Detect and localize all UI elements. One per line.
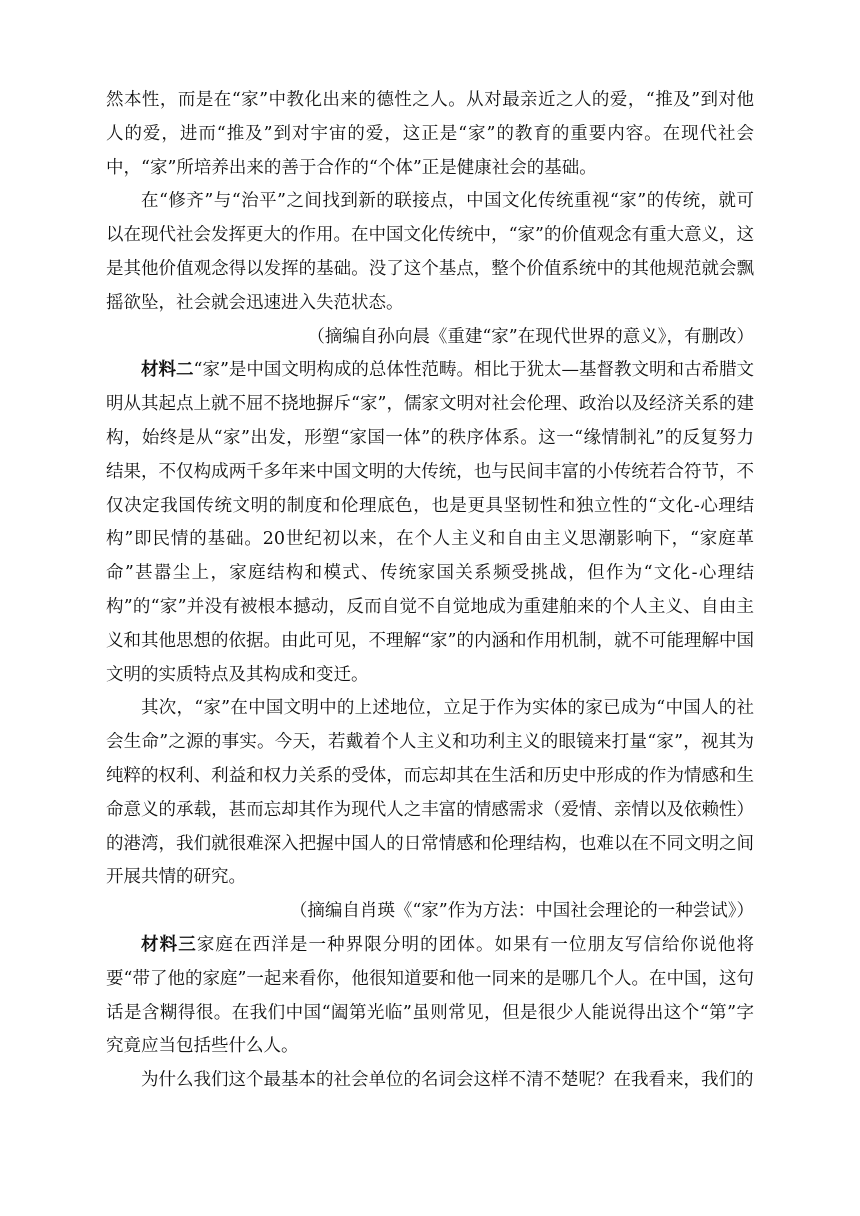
- source-citation-2: （摘编自肖瑛《“家”作为方法：中国社会理论的一种尝试》）: [289, 901, 754, 922]
- source-citation-1: （摘编自孙向晨《重建“家”在现代世界的意义》，有删改）: [307, 326, 754, 347]
- paragraph-4: 其次，“家”在中国文明中的上述地位，立足于作为实体的家已成为“中国人的社会生命”之源的事实。今天，若戴着个人主义和功利主义的眼镜来打量“家”，视其为纯粹的权利、利益和权力关系的受体，而忘却其在生活和历史中形成的作为情感和生命意义的承载，甚而忘却其作为现代人之丰富的情感需求（爱情、亲情以及依赖性）的港湾，我们就很难深入把握中国人的日常情感和伦理结构，也难以在不同文明之间开展共情的研究。: [106, 698, 754, 888]
- paragraph-2: 在“修齐”与“治平”之间找到新的联接点，中国文化传统重视“家”的传统，就可以在现代社会发挥更大的作用。在中国文化传统中，“家”的价值观念有重大意义，这是其他价值观念得以发挥的基础。没了这个基点，整个价值系统中的其他规范就会飘摇欲坠，社会就会迅速进入失范状态。: [106, 191, 754, 313]
- material-3-paragraph: [106, 929, 754, 1064]
- material-3-label: 材料三: [141, 934, 197, 955]
- material-2-paragraph: [106, 354, 754, 692]
- paragraph-6: 为什么我们这个最基本的社会单位的名词会这样不清不楚呢？在我看来，我们的: [141, 1070, 754, 1091]
- material-2-text: “家”是中国文明构成的总体性范畴。相比于犹太—基督教文明和古希腊文明从其起点上就不屈不挠地摒斥“家”，儒家文明对社会伦理、政治以及经济关系的建构，始终是从“家”出发，形塑“家国一体”的秩序体系。这一“缘情制礼”的反复努力结果，不仅构成两千多年来中国文明的大传统，也与民间丰富的小传统若合符节，不仅决定我国传统文明的制度和伦理底色，也是更具坚韧性和独立性的“文化-心理结构”即民情的基础。20世纪初以来，在个人主义和自由主义思潮影响下，“家庭革命”甚嚣尘上，家庭结构和模式、传统家国关系频受挑战，但作为“文化-心理结构”的“家”并没有被根本撼动，反而自觉不自觉地成为重建舶来的个人主义、自由主义和其他思想的依据。由此可见，不理解“家”的内涵和作用机制，就不可能理解中国文明的实质特点及其构成和变迁。: [106, 360, 754, 685]
- paragraph-1: 然本性，而是在“家”中教化出来的德性之人。从对最亲近之人的爱，“推及”到对他人的爱，进而“推及”到对宇宙的爱，这正是“家”的教育的重要内容。在现代社会中，“家”所培养出来的善于合作的“个体”正是健康社会的基础。: [106, 90, 754, 178]
- material-2-label: 材料二: [141, 360, 194, 381]
- material-3-text: 家庭在西洋是一种界限分明的团体。如果有一位朋友写信给你说他将要“带了他的家庭”一起来看你，他很知道要和他一同来的是哪几个人。在中国，这句话是含糊得很。在我们中国“阖第光临”虽则常见，但是很少人能说得出这个“第”字究竟应当包括些什么人。: [106, 934, 754, 1057]
- text-block: [106, 84, 754, 1098]
